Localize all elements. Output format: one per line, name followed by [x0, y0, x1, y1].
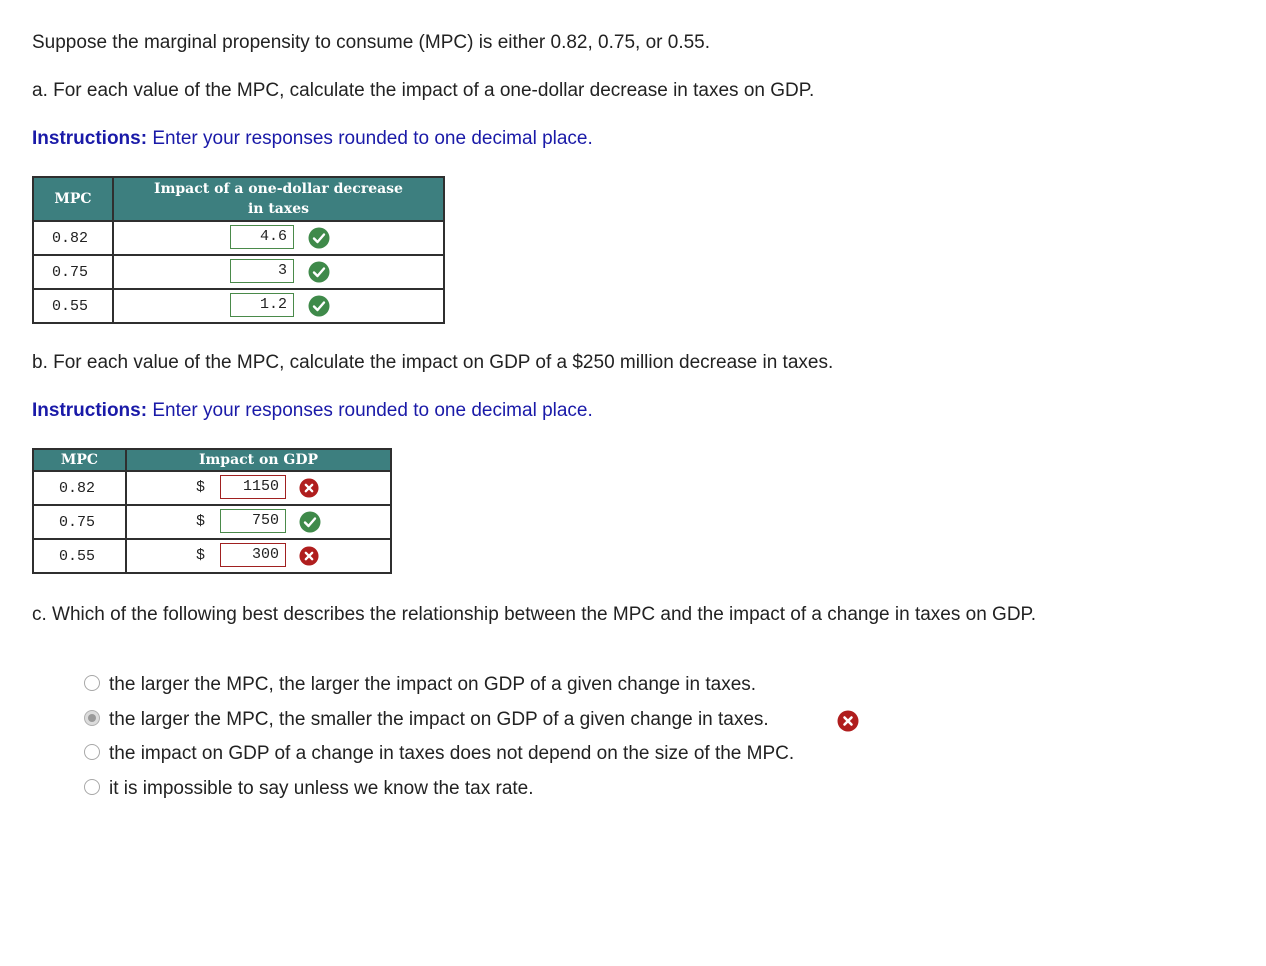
incorrect-x-icon	[299, 546, 319, 566]
table-row	[33, 255, 444, 289]
part-a-instructions-label: Instructions:	[32, 128, 148, 149]
currency-symbol: $	[196, 513, 206, 530]
radio-button[interactable]	[84, 744, 100, 760]
impact-input-0-82[interactable]: 4.6	[230, 225, 294, 249]
mpc-value: 0.75	[33, 505, 126, 539]
mpc-value: 0.82	[33, 221, 113, 255]
part-a-col-impact-line1: Impact of a one-dollar decrease	[154, 181, 403, 197]
part-a-instructions-text: Enter your responses rounded to one decimal place.	[147, 128, 593, 149]
currency-symbol: $	[196, 479, 206, 496]
incorrect-x-icon	[837, 710, 859, 732]
part-b-instructions-label: Instructions:	[32, 400, 148, 421]
mpc-value: 0.75	[33, 255, 113, 289]
part-b-col-mpc: MPC	[33, 449, 126, 471]
radio-button-selected[interactable]	[84, 710, 100, 726]
table-row	[33, 221, 444, 255]
mpc-value: 0.82	[33, 471, 126, 505]
impact-input-0-55[interactable]: 1.2	[230, 293, 294, 317]
correct-check-icon	[299, 511, 321, 533]
gdp-impact-input-0-75[interactable]: 750	[220, 509, 286, 533]
part-b-instructions	[32, 399, 593, 423]
incorrect-x-icon	[299, 478, 319, 498]
radio-button[interactable]	[84, 779, 100, 795]
part-b-table	[32, 448, 392, 574]
impact-input-0-75[interactable]: 3	[230, 259, 294, 283]
part-a-col-mpc: MPC	[33, 177, 113, 221]
gdp-impact-input-0-55[interactable]: 300	[220, 543, 286, 567]
correct-check-icon	[308, 261, 330, 283]
option-label: the larger the MPC, the larger the impact on GDP of a given change in taxes.	[109, 674, 757, 695]
mpc-value: 0.55	[33, 289, 113, 323]
intro-text: Suppose the marginal propensity to consume (MPC) is either 0.82, 0.75, or 0.55.	[32, 32, 711, 53]
part-a-col-impact-line2: in taxes	[247, 201, 310, 217]
part-c-question: c. Which of the following best describes the relationship between the MPC and the impact of a change in taxes on GDP.	[32, 604, 1037, 625]
currency-symbol: $	[196, 547, 206, 564]
part-b-question: b. For each value of the MPC, calculate the impact on GDP of a $250 million decrease in taxes.	[32, 352, 834, 373]
mpc-value: 0.55	[33, 539, 126, 573]
option-label: the impact on GDP of a change in taxes does not depend on the size of the MPC.	[109, 743, 795, 764]
part-a-question: a. For each value of the MPC, calculate the impact of a one-dollar decrease in taxes on GDP.	[32, 80, 815, 101]
radio-button[interactable]	[84, 675, 100, 691]
correct-check-icon	[308, 227, 330, 249]
table-row	[33, 289, 444, 323]
part-b-col-impact: Impact on GDP	[126, 449, 391, 471]
table-row	[33, 505, 391, 539]
part-a-table	[32, 176, 445, 324]
table-row	[33, 471, 391, 505]
option-label: the larger the MPC, the smaller the impact on GDP of a given change in taxes.	[109, 709, 769, 730]
part-a-instructions	[32, 127, 593, 151]
correct-check-icon	[308, 295, 330, 317]
part-a-col-impact	[113, 177, 444, 221]
option-label: it is impossible to say unless we know the tax rate.	[109, 778, 534, 799]
table-row	[33, 539, 391, 573]
gdp-impact-input-0-82[interactable]: 1150	[220, 475, 286, 499]
part-b-instructions-text: Enter your responses rounded to one decimal place.	[147, 400, 593, 421]
